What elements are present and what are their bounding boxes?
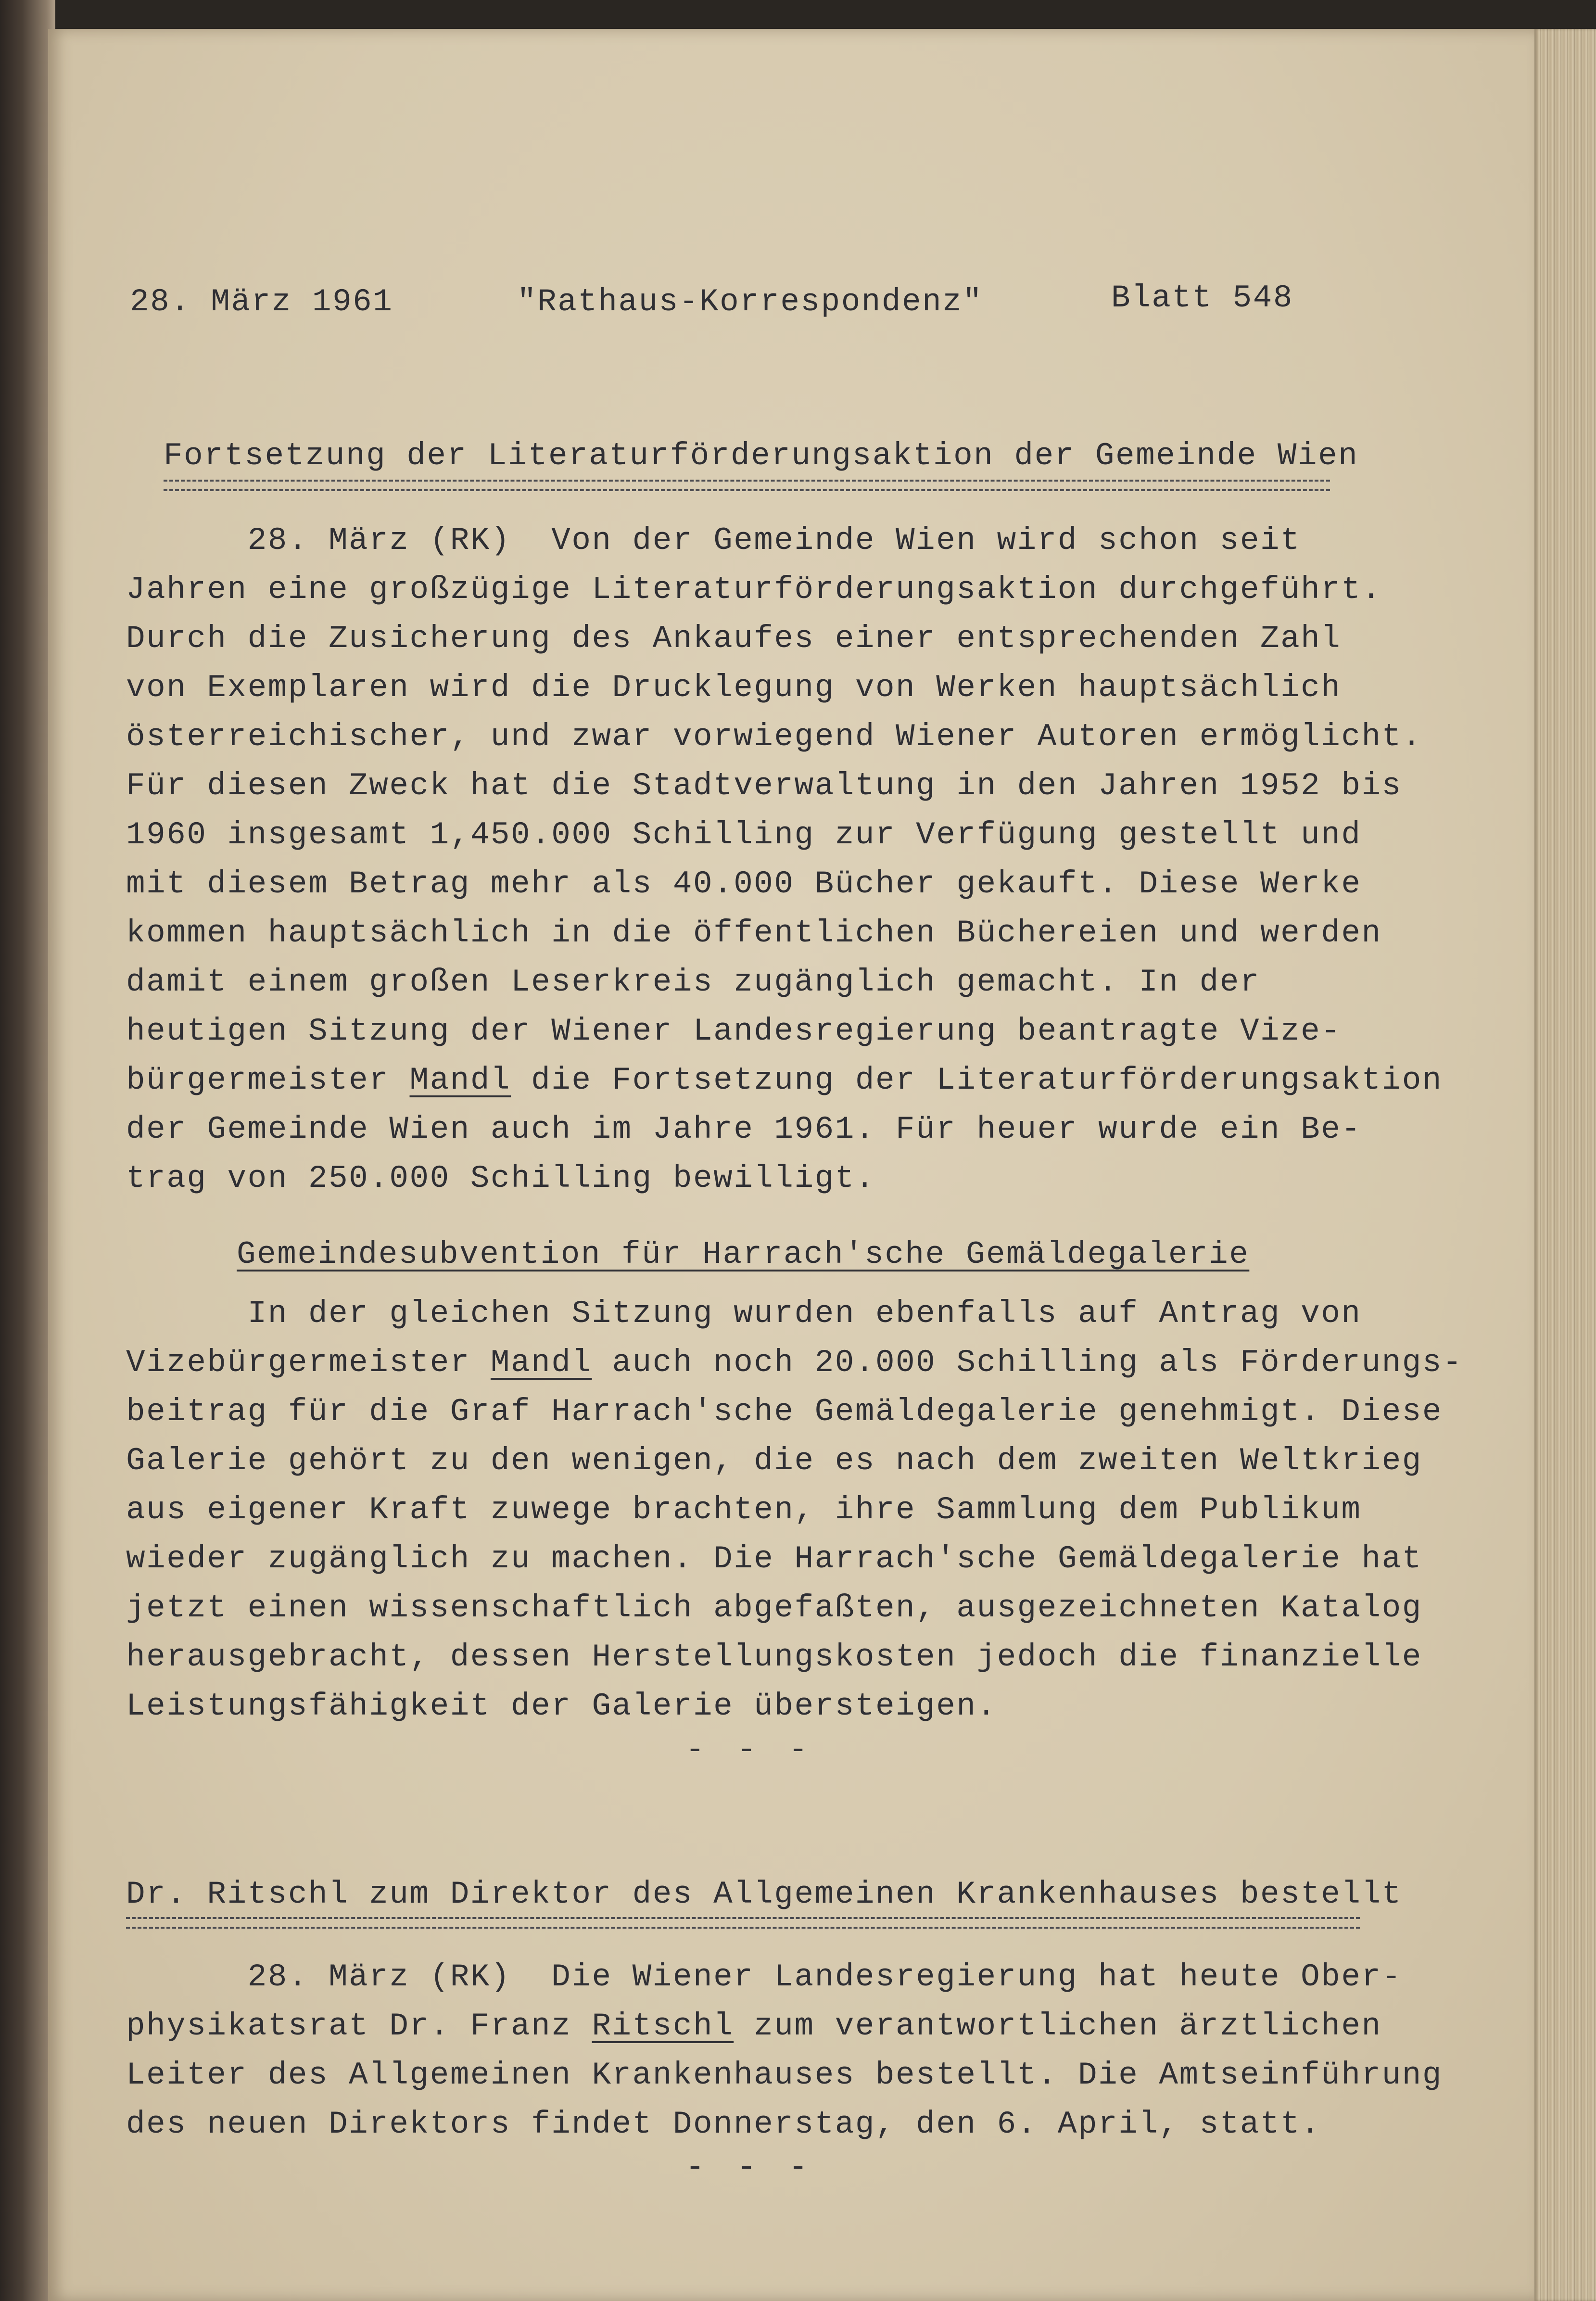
article2-line: herausgebracht, dessen Herstellungskosten jedoch die finanzielle <box>126 1639 1422 1675</box>
article2-line: aus eigener Kraft zuwege brachten, ihre Sammlung dem Publikum <box>126 1492 1362 1528</box>
article1-line: 28. März (RK) Von der Gemeinde Wien wird schon seit <box>126 522 1301 559</box>
article1-line: von Exemplaren wird die Drucklegung von Werken hauptsächlich <box>126 670 1342 706</box>
person-name-underlined: Mandl <box>409 1062 511 1098</box>
person-name-underlined: Ritschl <box>592 2008 734 2044</box>
article1-line: heutigen Sitzung der Wiener Landesregierung beantragte Vize- <box>126 1013 1342 1049</box>
article1-title-double-rule <box>164 480 1330 491</box>
article1-line: mit diesem Betrag mehr als 40.000 Bücher gekauft. Diese Werke <box>126 866 1362 902</box>
article2-line: wieder zugänglich zu machen. Die Harrach'sche Gemäldegalerie hat <box>126 1541 1422 1577</box>
article2-line: Galerie gehört zu den wenigen, die es nach dem zweiten Weltkrieg <box>126 1443 1422 1479</box>
page-stack-edge <box>1534 29 1596 2301</box>
article2-line-text: Vizebürgermeister <box>126 1345 491 1381</box>
article1-line: kommen hauptsächlich in die öffentlichen Büchereien und werden <box>126 915 1382 951</box>
header-sheet-number: Blatt 548 <box>1111 280 1293 316</box>
article2-line: In der gleichen Sitzung wurden ebenfalls auf Antrag von <box>126 1296 1362 1332</box>
article1-line: 1960 insgesamt 1,450.000 Schilling zur Verfügung gestellt und <box>126 817 1362 853</box>
article1-line: Durch die Zusicherung des Ankaufes einer entsprechenden Zahl <box>126 621 1342 657</box>
article3-separator: - - - <box>685 2149 815 2186</box>
article1-line: österreichischer, und zwar vorwiegend Wiener Autoren ermöglicht. <box>126 719 1422 755</box>
article3-line: Leiter des Allgemeinen Krankenhauses bestellt. Die Amtseinführung <box>126 2057 1443 2093</box>
article2-title: Gemeindesubvention für Harrach'sche Gemäldegalerie <box>237 1236 1250 1272</box>
article1-title: Fortsetzung der Literaturförderungsaktion der Gemeinde Wien <box>164 438 1359 474</box>
article2-line <box>126 1338 1463 1387</box>
article1-line: damit einem großen Leserkreis zugänglich gemacht. In der <box>126 964 1260 1000</box>
article1-line: Jahren eine großzügige Literaturförderungsaktion durchgeführt. <box>126 572 1382 608</box>
article1-line: Für diesen Zweck hat die Stadtverwaltung in den Jahren 1952 bis <box>126 768 1402 804</box>
article3-line-text: zum verantwortlichen ärztlichen <box>734 2008 1382 2044</box>
article2-line-text: auch noch 20.000 Schilling als Förderungs- <box>592 1345 1463 1381</box>
article3-line-text: physikatsrat Dr. Franz <box>126 2008 592 2044</box>
header-date: 28. März 1961 <box>130 284 393 320</box>
article3-line <box>126 2002 1382 2051</box>
article1-line: der Gemeinde Wien auch im Jahre 1961. Für heuer wurde ein Be- <box>126 1111 1362 1147</box>
person-name-underlined: Mandl <box>490 1345 592 1381</box>
article1-line-text: die Fortsetzung der Literaturförderungsaktion <box>511 1062 1443 1098</box>
article2-line: jetzt einen wissenschaftlich abgefaßten, ausgezeichneten Katalog <box>126 1590 1422 1626</box>
article3-line: 28. März (RK) Die Wiener Landesregierung hat heute Ober- <box>126 1959 1402 1995</box>
book-binding-edge <box>0 0 55 2301</box>
header-publication: "Rathaus-Korrespondenz" <box>517 284 983 320</box>
article3-title: Dr. Ritschl zum Direktor des Allgemeinen Krankenhauses bestellt <box>126 1876 1402 1912</box>
article2-separator: - - - <box>685 1732 815 1768</box>
article1-line-text: bürgermeister <box>126 1062 410 1098</box>
article3-title-double-rule <box>126 1917 1360 1929</box>
article3-line: des neuen Direktors findet Donnerstag, den 6. April, statt. <box>126 2106 1321 2142</box>
article1-line: trag von 250.000 Schilling bewilligt. <box>126 1160 875 1196</box>
article2-line: beitrag für die Graf Harrach'sche Gemäldegalerie genehmigt. Diese <box>126 1394 1443 1430</box>
article2-line: Leistungsfähigkeit der Galerie übersteigen. <box>126 1688 997 1724</box>
article1-line <box>126 1056 1443 1105</box>
